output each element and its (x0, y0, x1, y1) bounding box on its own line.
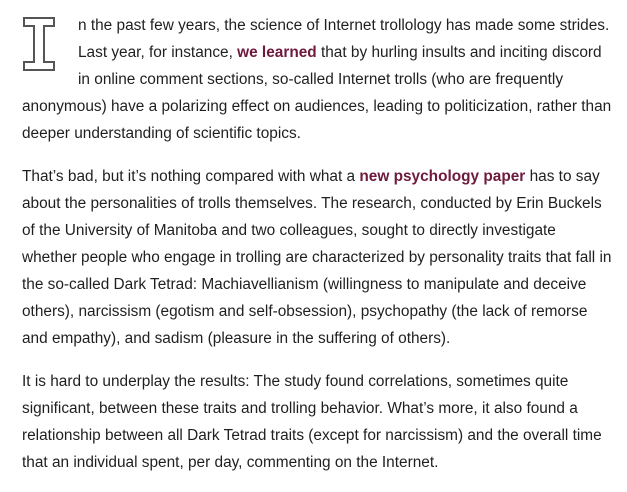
paragraph-2 (22, 163, 612, 352)
paragraph-1 (22, 12, 612, 147)
we-learned-link[interactable]: we learned (237, 44, 317, 61)
new-psychology-paper-link[interactable]: new psychology paper (359, 168, 526, 185)
paragraph-2-text-after: has to say about the personalities of trolls themselves. The research, conducted by Erin Buckels of the University of Manitoba and two colleagues, sought to directly investigate whether people who engage in trolling are characterized by personality traits that fall in the so-called Dark Tetrad: Machiavellianism (willingness to manipulate and deceive others), narcissism (egotism and self-obsession), psychopathy (the lack of remorse and empathy), and sadism (pleasure in the suffering of others). (22, 168, 612, 347)
dropcap (22, 16, 56, 72)
paragraph-3: It is hard to underplay the results: The study found correlations, sometimes quite significant, between these traits and trolling behavior. What’s more, it also found a relationship between all Dark Tetrad traits (except for narcissism) and the overall time that an individual spent, per day, commenting on the Internet. (22, 373, 602, 471)
paragraph-2-text-before: That’s bad, but it’s nothing compared with what a (22, 168, 360, 185)
article-body (22, 12, 612, 492)
paragraph-1-text-before: n the past few years, the science of Internet trollology has made some strides. Last year, for instance, (78, 17, 610, 61)
paragraph-1-text-after: that by hurling insults and inciting discord in online comment sections, so-called Internet trolls (who are frequently anonymous) have a polarizing effect on audiences, leading to politicization, rather than deeper understanding of scientific topics. (22, 44, 612, 142)
dropcap-i-glyph (22, 16, 56, 72)
